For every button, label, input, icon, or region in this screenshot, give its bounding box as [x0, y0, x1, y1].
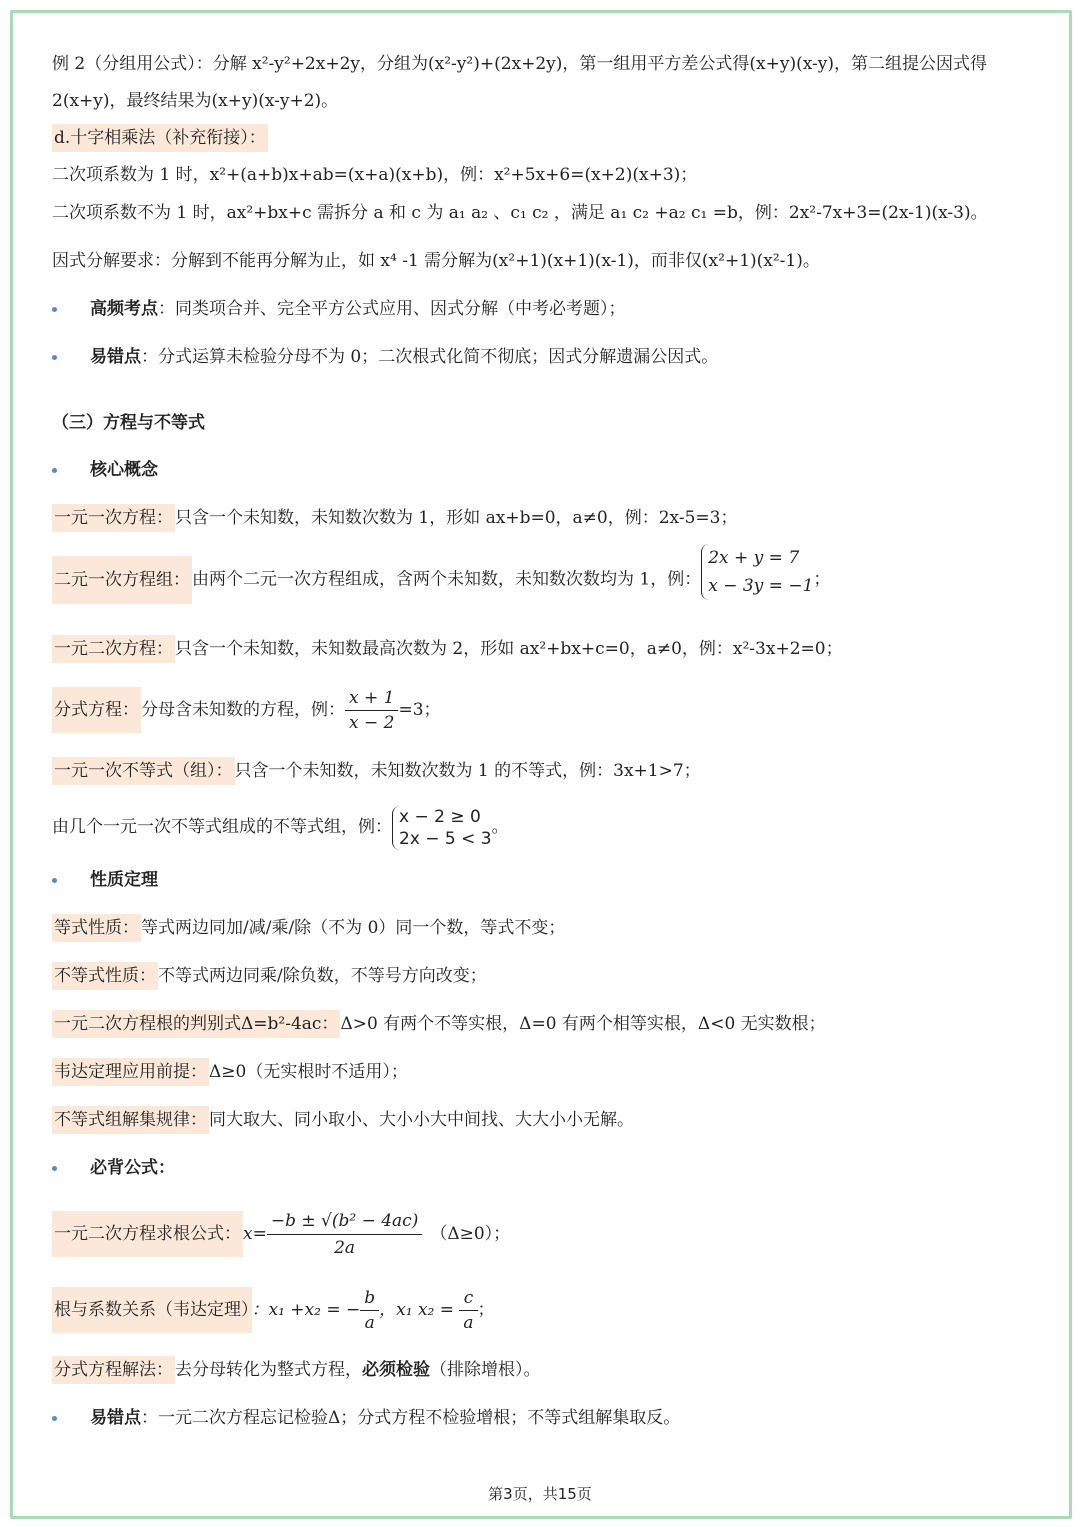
- text-line: 例 2（分组用公式）：分解 x²-y²+2x+2y，分组为(x²-y²)+(2x+2y)，第一组用平方差公式得(x+y)(x-y)，第二组提公因式得: [52, 54, 988, 74]
- text-line: 因式分解要求：分解到不能再分解为止，如 x⁴ -1 需分解为(x²+1)(x+1)(x-1)，而非仅(x²+1)(x²-1)。: [52, 251, 820, 271]
- property-equality: 等式性质： 等式两边同加/减/乘/除（不为 0）同一个数，等式不变；: [52, 916, 565, 940]
- bullet-dot: [52, 468, 57, 473]
- text-line: 2(x+y)，最终结果为(x+y)(x-y+2)。: [52, 91, 339, 111]
- formula-quadratic-root: 一元二次方程求根公式： x= $\frac{\text{−b ± √(b² − 4ac)}}{2a}$ （Δ≥0）；: [52, 1208, 510, 1261]
- bullet-dot: [52, 1166, 57, 1171]
- concept-linear-system: 二元一次方程组： 由两个二元一次方程组成，含两个未知数，未知数次数均为 1，例： 2x + y = 7 x − 3y = −1 ；: [52, 560, 830, 600]
- concept-quadratic: 一元二次方程： 只含一个未知数，未知数最高次数为 2，形如 ax²+bx+c=0，a≠0，例：x²-3x+2=0；: [52, 637, 843, 661]
- bullet-high-frequency: 高频考点：同类项合并、完全平方公式应用、因式分解（中考必考题）；: [90, 299, 626, 319]
- property-inequality: 不等式性质： 不等式两边同乘/除负数，不等号方向改变；: [52, 964, 487, 988]
- concept-fractional-equation: 分式方程： 分母含未知数的方程，例： $\frac{x + 1}{x - 2}$ =3；: [54, 688, 441, 733]
- property-discriminant: 一元二次方程根的判别式Δ=b²-4ac： Δ>0 有两个不等实根，Δ=0 有两个相等实根，Δ<0 无实数根；: [52, 1012, 826, 1036]
- text-line: 二次项系数为 1 时，x²+(a+b)x+ab=(x+a)(x+b)，例：x²+5x+6=(x+2)(x+3)；: [52, 165, 698, 185]
- bullet-section-mistakes: 易错点：一元二次方程忘记检验Δ；分式方程不检验增根；不等式组解集取反。: [90, 1408, 681, 1428]
- concept-inequality: 一元一次不等式（组）： 只含一个未知数，未知数次数为 1 的不等式，例：3x+1>7；: [52, 759, 701, 783]
- bullet-mistakes: 易错点：分式运算未检验分母不为 0；二次根式化简不彻底；因式分解遗漏公因式。: [90, 347, 719, 367]
- subheading-core-concepts: 核心概念: [90, 460, 158, 480]
- bullet-dot: [52, 307, 57, 312]
- subheading-formulas: 必背公式：: [90, 1158, 175, 1178]
- section-title: （三）方程与不等式: [52, 413, 205, 433]
- concept-inequality-system: 由几个一元一次不等式组成的不等式组，例： x − 2 ≥ 0 2x − 5 < 3 。: [52, 806, 509, 849]
- formula-fractional-method: 分式方程解法： 去分母转化为整式方程，必须检验（排除增根）。: [52, 1358, 541, 1382]
- bullet-dot: [52, 1416, 57, 1421]
- subheading-properties: 性质定理: [90, 870, 158, 890]
- concept-linear-equation: 一元一次方程： 只含一个未知数，未知数次数为 1，形如 ax+b=0，a≠0，例：2x-5=3；: [52, 506, 737, 530]
- property-solution-set: 不等式组解集规律： 同大取大、同小取小、大小小大中间找、大大小小无解。: [52, 1108, 634, 1132]
- property-vieta: 韦达定理应用前提： Δ≥0（无实根时不适用）；: [52, 1060, 408, 1084]
- bullet-dot: [52, 355, 57, 360]
- text-line: d.十字相乘法（补充衔接）：: [52, 126, 268, 150]
- page-number: 第3页，共15页: [488, 1485, 592, 1503]
- text-line: 二次项系数不为 1 时，ax²+bx+c 需拆分 a 和 c 为 a₁ a₂ 、c₁ c₂ ，满足 a₁ c₂ +a₂ c₁ =b，例：2x²-7x+3=(2x-1)(x-3)。: [52, 203, 988, 223]
- formula-vieta: 根与系数关系（韦达定理） ：x₁ +x₂ = − $\frac{b}{a}$ ，x₁ x₂ = $\frac{c}{a}$ ；: [54, 1288, 495, 1333]
- bullet-dot: [52, 878, 57, 883]
